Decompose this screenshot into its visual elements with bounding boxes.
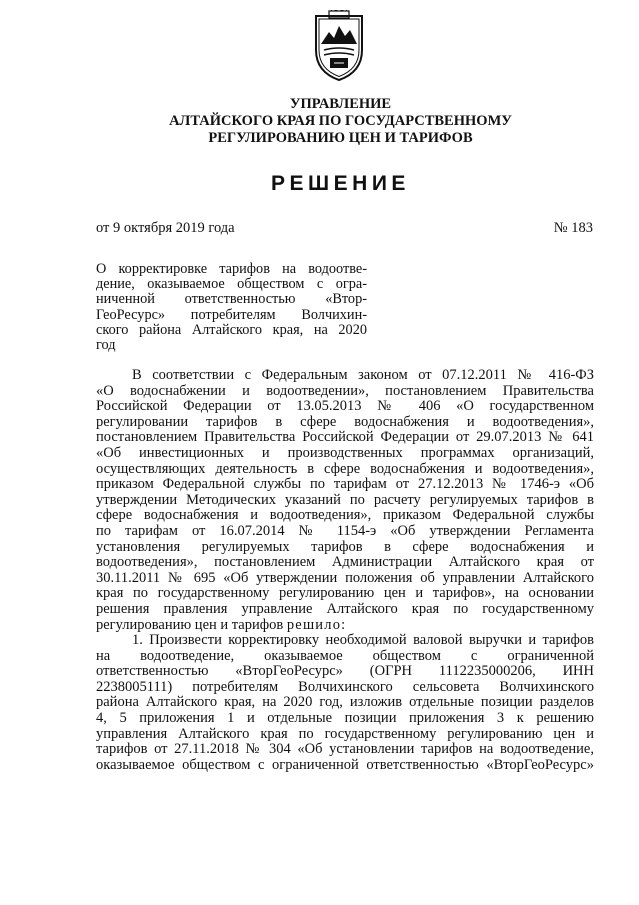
body-line: осуществляющих деятельность в сфере водоснабжения и водоотведения», (96, 461, 594, 477)
subject-line: ниченной ответственностью «Втор- (96, 291, 367, 308)
document-body (96, 368, 594, 773)
document-date: от 9 октября 2019 года (96, 220, 235, 236)
body-line: управления Алтайского края по государственному регулированию цен и (96, 726, 594, 742)
body-line: приказом Федеральной службы по тарифам от 27.12.2013 № 1746-э «Об (96, 477, 594, 493)
body-line: решения правления управление Алтайского края по государственному (96, 601, 594, 617)
document-title: РЕШЕНИЕ (271, 172, 410, 195)
document-number: № 183 (553, 220, 593, 236)
subject-line: год (96, 337, 116, 354)
coat-of-arms-icon (312, 10, 366, 82)
org-line-3: РЕГУЛИРОВАНИЮ ЦЕН И ТАРИФОВ (208, 130, 473, 146)
body-line: оказываемое обществом с ограниченной ответственностью «ВторГеоРесурс» (96, 757, 594, 773)
document-subject (96, 262, 367, 353)
subject-line: О корректировке тарифов на водоотве- (96, 261, 367, 277)
org-line-2: АЛТАЙСКОГО КРАЯ ПО ГОСУДАРСТВЕННОМУ (169, 113, 512, 129)
org-line-1: УПРАВЛЕНИЕ (289, 96, 392, 112)
body-line: постановлением Правительства Российской Федерации от 29.07.2013 № 641 (96, 430, 594, 446)
body-line: сфере водоснабжения и водоотведения», приказом Федеральной службы (96, 508, 594, 524)
organization-name (0, 96, 639, 147)
body-line-text: регулированию цен и тарифов (96, 617, 287, 633)
body-line: по тарифам от 16.07.2014 № 1154-э «Об утверждении Регламента (96, 523, 594, 539)
body-line (96, 618, 594, 634)
body-line: 30.11.2011 № 695 «Об утверждении положения об управлении Алтайского (96, 570, 594, 586)
body-line: Российской Федерации от 13.05.2013 № 406 «О государственном (96, 399, 594, 415)
body-line: установления регулируемых тарифов в сфере водоснабжения и (96, 539, 594, 555)
body-line: 4, 5 приложения 1 и отдельные позиции приложения 3 к решению (96, 711, 594, 727)
body-line: края по государственному регулированию цен и тарифов», на основании (96, 586, 594, 602)
body-line: «Об инвестиционных и производственных программах организаций, (96, 445, 594, 461)
body-line: 2238005111) потребителям Волчихинского сельсовета Волчихинского (96, 679, 594, 695)
subject-line: дение, оказываемое обществом с огра- (96, 276, 367, 293)
body-line: водоотведения», постановлением Администрации Алтайского края от (96, 555, 594, 571)
body-line: тарифов от 27.11.2018 № 304 «Об установлении тарифов на водоотведение, (96, 742, 594, 758)
body-line: района Алтайского края, на 2020 год, изложив отдельные позиции разделов (96, 695, 594, 711)
subject-line: ского района Алтайского края, на 2020 (96, 321, 367, 338)
subject-line: ГеоРесурс» потребителям Волчихин- (96, 306, 367, 323)
body-line: В соответствии с Федеральным законом от 07.12.2011 № 416-ФЗ (132, 368, 594, 383)
resolution-keyword: решило: (286, 617, 347, 633)
body-line: утверждении Методических указаний по расчету регулируемых тарифов в (96, 492, 594, 508)
body-line: на водоотведение, оказываемое обществом с ограниченной (96, 648, 594, 664)
body-line: «О водоснабжении и водоотведении», постановлением Правительства (96, 383, 594, 399)
body-line: ответственностью «ВторГеоРесурс» (ОГРН 1112235000206, ИНН (96, 664, 594, 680)
body-line: регулировании тарифов в сфере водоснабжения и водоотведения», (96, 414, 594, 430)
body-line: 1. Произвести корректировку необходимой валовой выручки и тарифов (132, 633, 594, 649)
